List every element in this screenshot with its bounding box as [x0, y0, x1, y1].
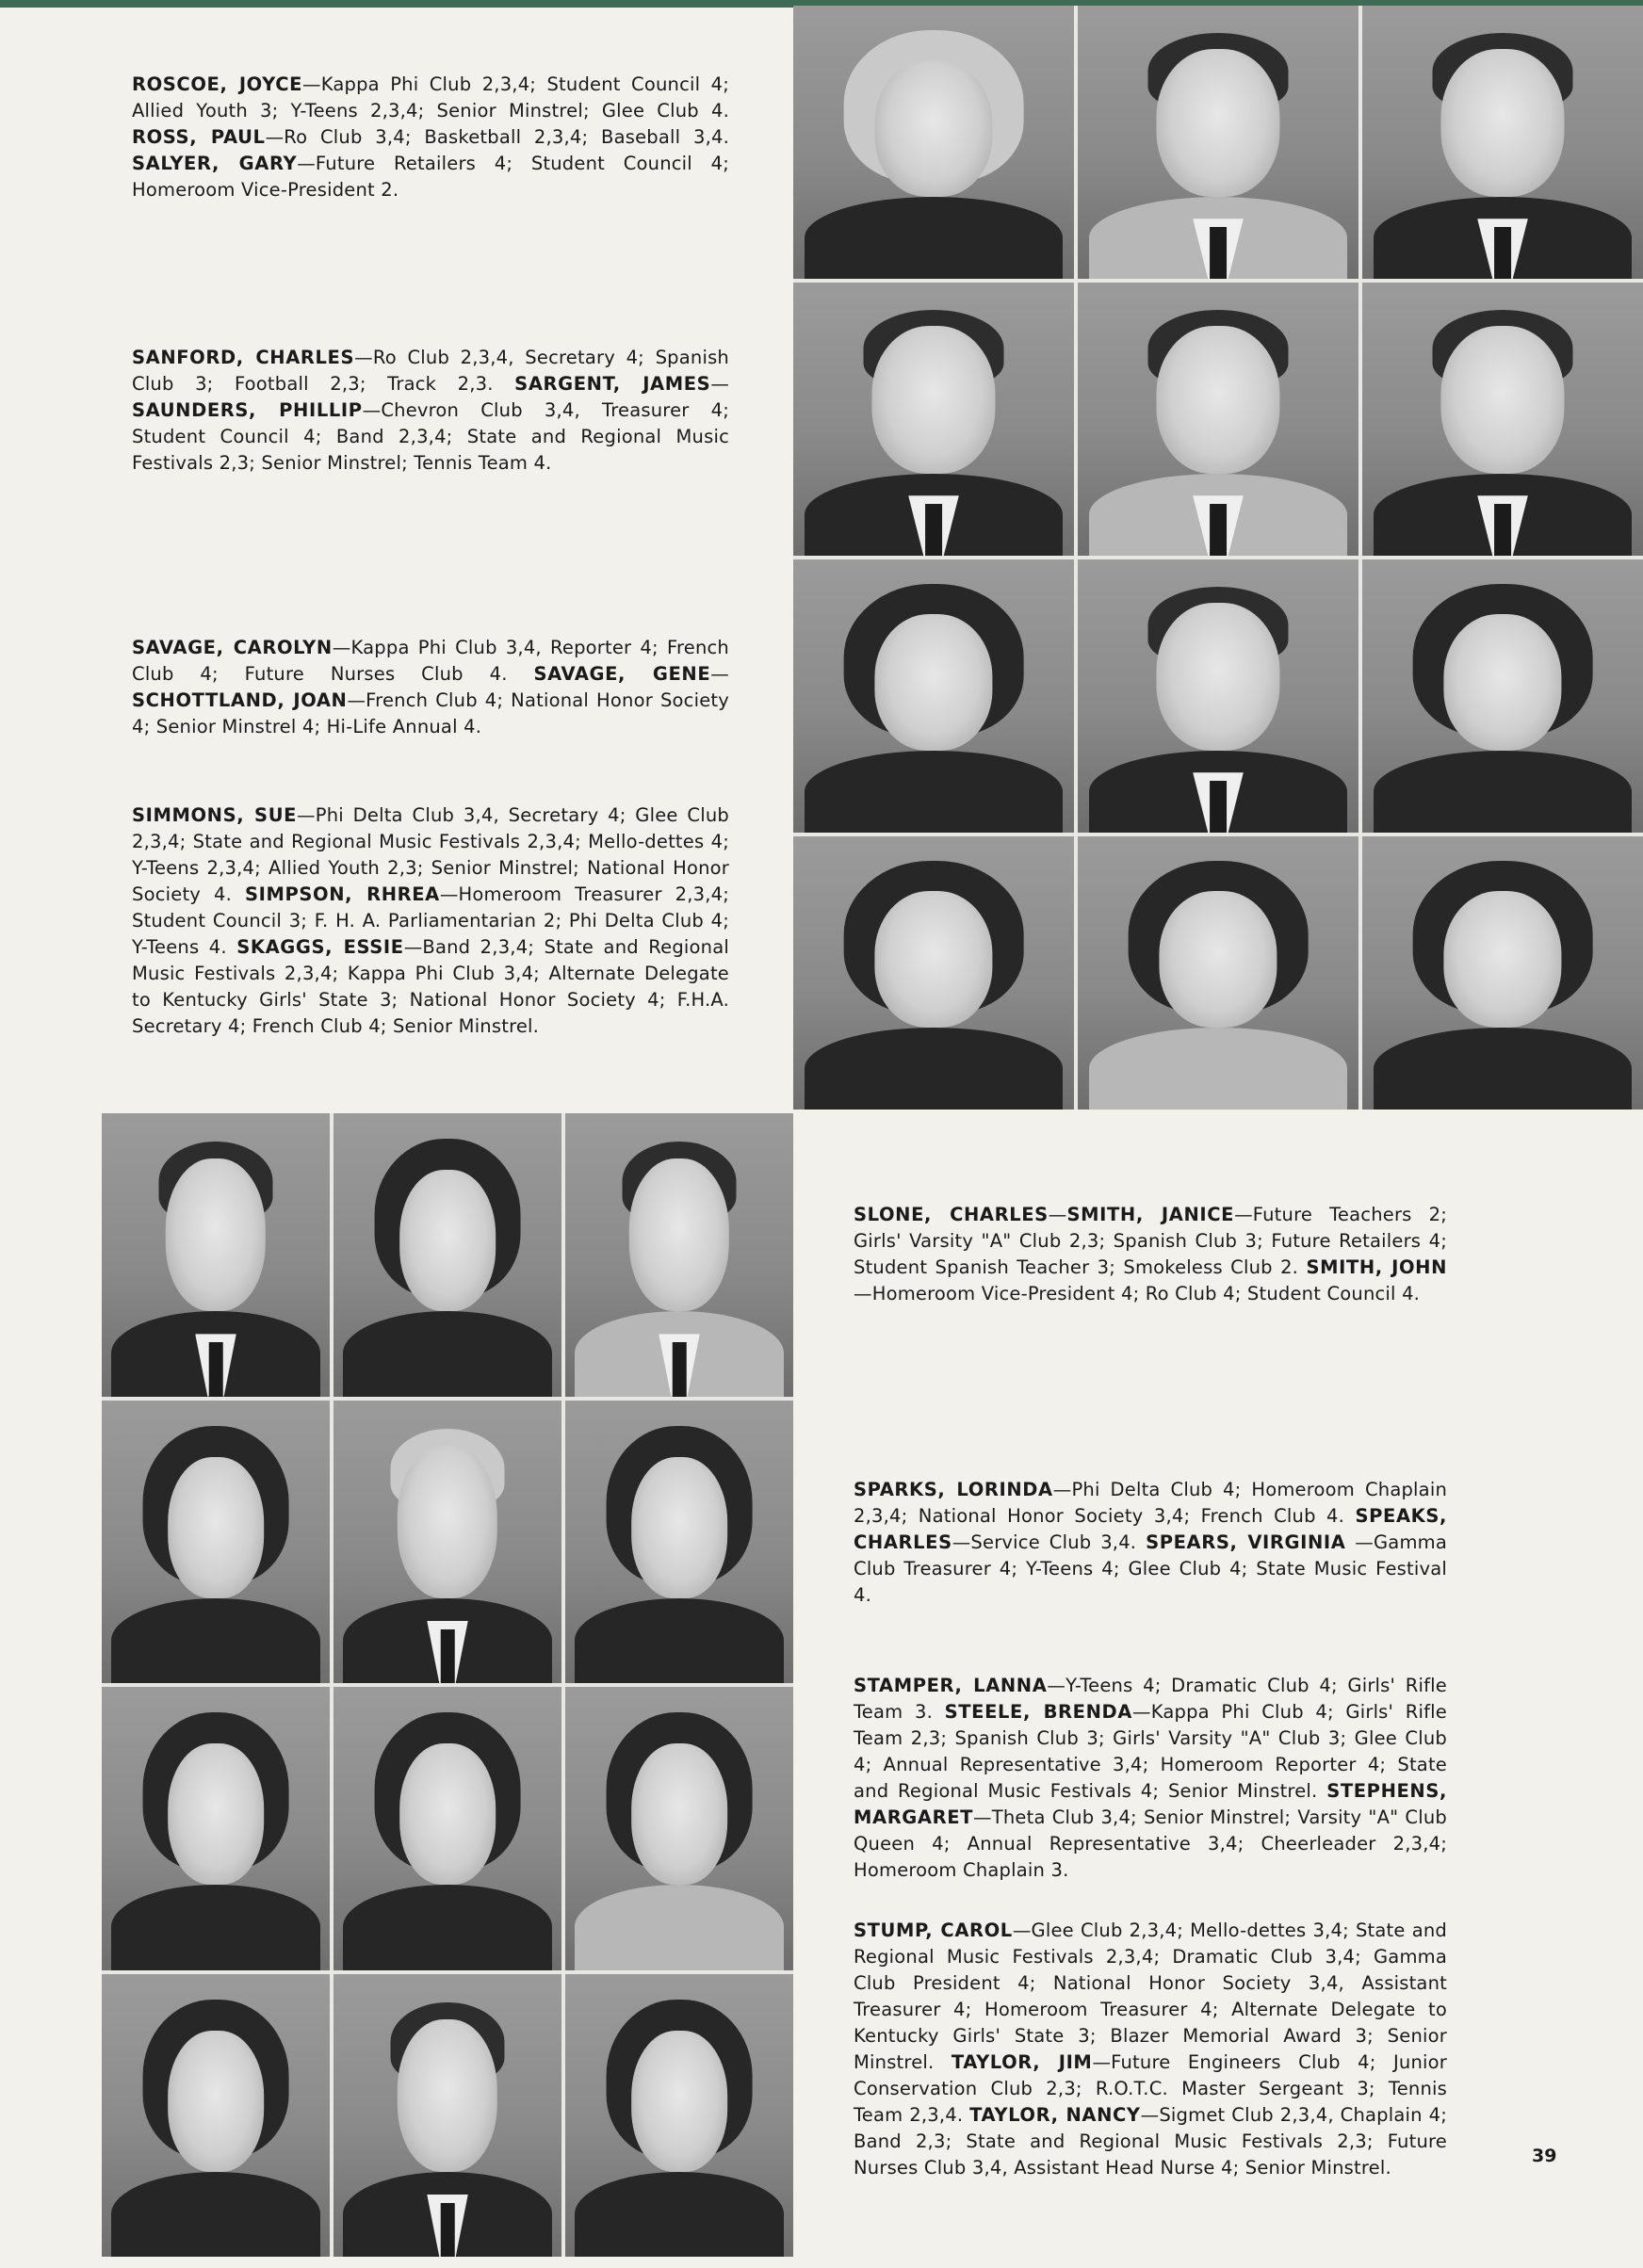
student-activities: —Service Club 3,4.	[952, 1531, 1147, 1553]
student-portrait-photo	[333, 1401, 561, 1684]
student-name: SMITH, JANICE	[1066, 1204, 1235, 1225]
student-activities: —Homeroom Treasurer 2,3,4; Student Council 3; F. H. A. Parliamentarian 2; Phi Delta Club 4; Y-Teens 4.	[132, 883, 730, 958]
student-activities: —Future Teachers 2; Girls' Varsity "A" Club 2,3; Spanish Club 3; Future Retailers 4; Student Spanish Teacher 3; Smokeless Club 2.	[854, 1204, 1447, 1278]
student-name: STEPHENS, MARGARET	[854, 1780, 1447, 1828]
student-name: SPARKS, LORINDA	[854, 1479, 1053, 1500]
student-portrait-photo	[1078, 559, 1358, 833]
student-activities: —Homeroom Vice-President 4; Ro Club 4; Student Council 4.	[854, 1283, 1421, 1304]
student-activities: —Ro Club 2,3,4, Secretary 4; Spanish Club 3; Football 2,3; Track 2,3.	[132, 347, 729, 395]
bio-block-roscoe-ross-salyer	[132, 72, 729, 203]
student-portrait-photo	[333, 1974, 561, 2258]
bio-block-stump-taylor	[854, 1918, 1447, 2181]
student-activities: —Phi Delta Club 4; Homeroom Chaplain 2,3,4; National Honor Society 3,4; French Club 4.	[854, 1479, 1447, 1527]
bio-block-sanford-sargent-saunders	[132, 345, 729, 477]
student-portrait-photo	[793, 559, 1074, 833]
student-name: SPEAKS, CHARLES	[854, 1505, 1447, 1553]
bio-block-stamper-steele-stephens	[854, 1673, 1447, 1884]
student-activities: —Sigmet Club 2,3,4, Chaplain 4; Band 2,3; State and Regional Music Festivals 2,3; Future Nurses Club 3,4, Assistant Head Nurse 4; Senior Minstrel.	[854, 2104, 1447, 2179]
student-activities: —Ro Club 3,4; Basketball 2,3,4; Baseball 3,4.	[265, 126, 729, 148]
student-portrait-photo	[565, 1113, 793, 1397]
student-portrait-photo	[333, 1113, 561, 1397]
student-activities: —Glee Club 2,3,4; Mello-dettes 3,4; State and Regional Music Festivals 2,3,4; Dramatic Club 3,4; Gamma Club President 4; National Honor Society 3,4, Assistant Treasurer 4; Homeroom Treasurer 4; Alternate Delegate to Kentucky Girls' State 3; Blazer Memorial Award 3; Senior Minstrel.	[854, 1920, 1447, 2073]
student-activities: —	[710, 663, 729, 685]
student-name: SAVAGE, CAROLYN	[132, 637, 333, 658]
student-portrait-photo	[102, 1687, 330, 1970]
student-activities: —Band 2,3,4; State and Regional Music Festivals 2,3,4; Kappa Phi Club 3,4; Alternate Delegate to Kentucky Girls' State 3; National Honor Society 4; F.H.A. Secretary 4; French Club 4; Senior Minstrel.	[132, 936, 729, 1037]
student-activities: —Kappa Phi Club 3,4, Reporter 4; French Club 4; Future Nurses Club 4.	[132, 637, 729, 685]
student-portrait-photo	[793, 283, 1074, 556]
student-portrait-photo	[102, 1401, 330, 1684]
student-name: SARGENT, JAMES	[514, 373, 711, 395]
student-name: SLONE, CHARLES	[854, 1204, 1049, 1225]
student-activities: —Phi Delta Club 3,4, Secretary 4; Glee Club 2,3,4; State and Regional Music Festivals 2,3,4; Mello-dettes 4; Y-Teens 2,3,4; Allied Youth 2,3; Senior Minstrel; National Honor Society 4.	[132, 804, 729, 905]
student-activities: —Theta Club 3,4; Senior Minstrel; Varsity "A" Club Queen 4; Annual Representative 3,4; Cheerleader 2,3,4; Homeroom Chaplain 3.	[854, 1806, 1447, 1881]
student-activities: —Gamma Club Treasurer 4; Y-Teens 4; Glee Club 4; State Music Festival 4.	[854, 1531, 1447, 1606]
student-portrait-photo	[793, 836, 1074, 1110]
bio-block-slone-smith	[854, 1202, 1447, 1307]
student-activities: —French Club 4; National Honor Society 4; Senior Minstrel 4; Hi-Life Annual 4.	[132, 689, 730, 737]
student-name: SALYER, GARY	[132, 153, 298, 174]
student-activities: —Kappa Phi Club 4; Girls' Rifle Team 2,3; Spanish Club 3; Girls' Varsity "A" Club 3; Glee Club 4; Annual Representative 3,4; Homeroom Reporter 4; State and Regional Music Festivals 4; Senior Minstrel.	[854, 1701, 1447, 1802]
student-name: TAYLOR, NANCY	[969, 2104, 1141, 2126]
student-name: SMITH, JOHN	[1306, 1256, 1447, 1278]
student-name: SKAGGS, ESSIE	[236, 936, 404, 958]
bio-block-simmons-simpson-skaggs	[132, 802, 729, 1040]
student-name: STAMPER, LANNA	[854, 1675, 1048, 1696]
portrait-grid-bottom-left	[102, 1113, 793, 2257]
student-portrait-photo	[102, 1974, 330, 2258]
student-name: SIMPSON, RHREA	[244, 883, 440, 905]
student-portrait-photo	[1362, 836, 1643, 1110]
student-activities: —Future Engineers Club 4; Junior Conservation Club 2,3; R.O.T.C. Master Sergeant 3; Tennis Team 2,3,4.	[854, 2051, 1447, 2126]
student-name: STUMP, CAROL	[854, 1920, 1013, 1941]
student-activities: —Y-Teens 4; Dramatic Club 4; Girls' Rifle Team 3.	[854, 1675, 1447, 1723]
student-portrait-photo	[793, 6, 1074, 279]
student-activities: —	[1048, 1204, 1067, 1225]
student-portrait-photo	[1078, 836, 1358, 1110]
student-portrait-photo	[1078, 6, 1358, 279]
student-portrait-photo	[1078, 283, 1358, 556]
student-activities: —Kappa Phi Club 2,3,4; Student Council 4; Allied Youth 3; Y-Teens 2,3,4; Senior Minstrel; Glee Club 4.	[132, 73, 729, 122]
student-activities: —	[710, 373, 730, 395]
student-name: SAUNDERS, PHILLIP	[132, 399, 363, 421]
student-name: ROSCOE, JOYCE	[132, 73, 303, 95]
student-name: STEELE, BRENDA	[944, 1701, 1132, 1723]
student-name: TAYLOR, JIM	[951, 2051, 1093, 2073]
student-name: SCHOTTLAND, JOAN	[132, 689, 348, 711]
student-name: SIMMONS, SUE	[132, 804, 298, 826]
student-portrait-photo	[1362, 559, 1643, 833]
student-name: SAVAGE, GENE	[533, 663, 711, 685]
page-number: 39	[1532, 2146, 1557, 2166]
student-name: SPEARS, VIRGINIA	[1146, 1531, 1346, 1553]
student-portrait-photo	[565, 1687, 793, 1970]
bio-block-savage-schottland	[132, 635, 729, 740]
student-activities: —Future Retailers 4; Student Council 4; Homeroom Vice-President 2.	[132, 153, 730, 201]
student-name: SANFORD, CHARLES	[132, 347, 355, 368]
student-portrait-photo	[565, 1974, 793, 2258]
student-portrait-photo	[1362, 6, 1643, 279]
student-portrait-photo	[1362, 283, 1643, 556]
student-portrait-photo	[102, 1113, 330, 1397]
student-name: ROSS, PAUL	[132, 126, 266, 148]
portrait-grid-top-right	[793, 6, 1643, 1110]
student-portrait-photo	[333, 1687, 561, 1970]
student-activities: —Chevron Club 3,4, Treasurer 4; Student Council 4; Band 2,3,4; State and Regional Music Festivals 2,3; Senior Minstrel; Tennis Team 4.	[132, 399, 729, 474]
student-portrait-photo	[565, 1401, 793, 1684]
bio-block-sparks-speaks-spears	[854, 1477, 1447, 1609]
